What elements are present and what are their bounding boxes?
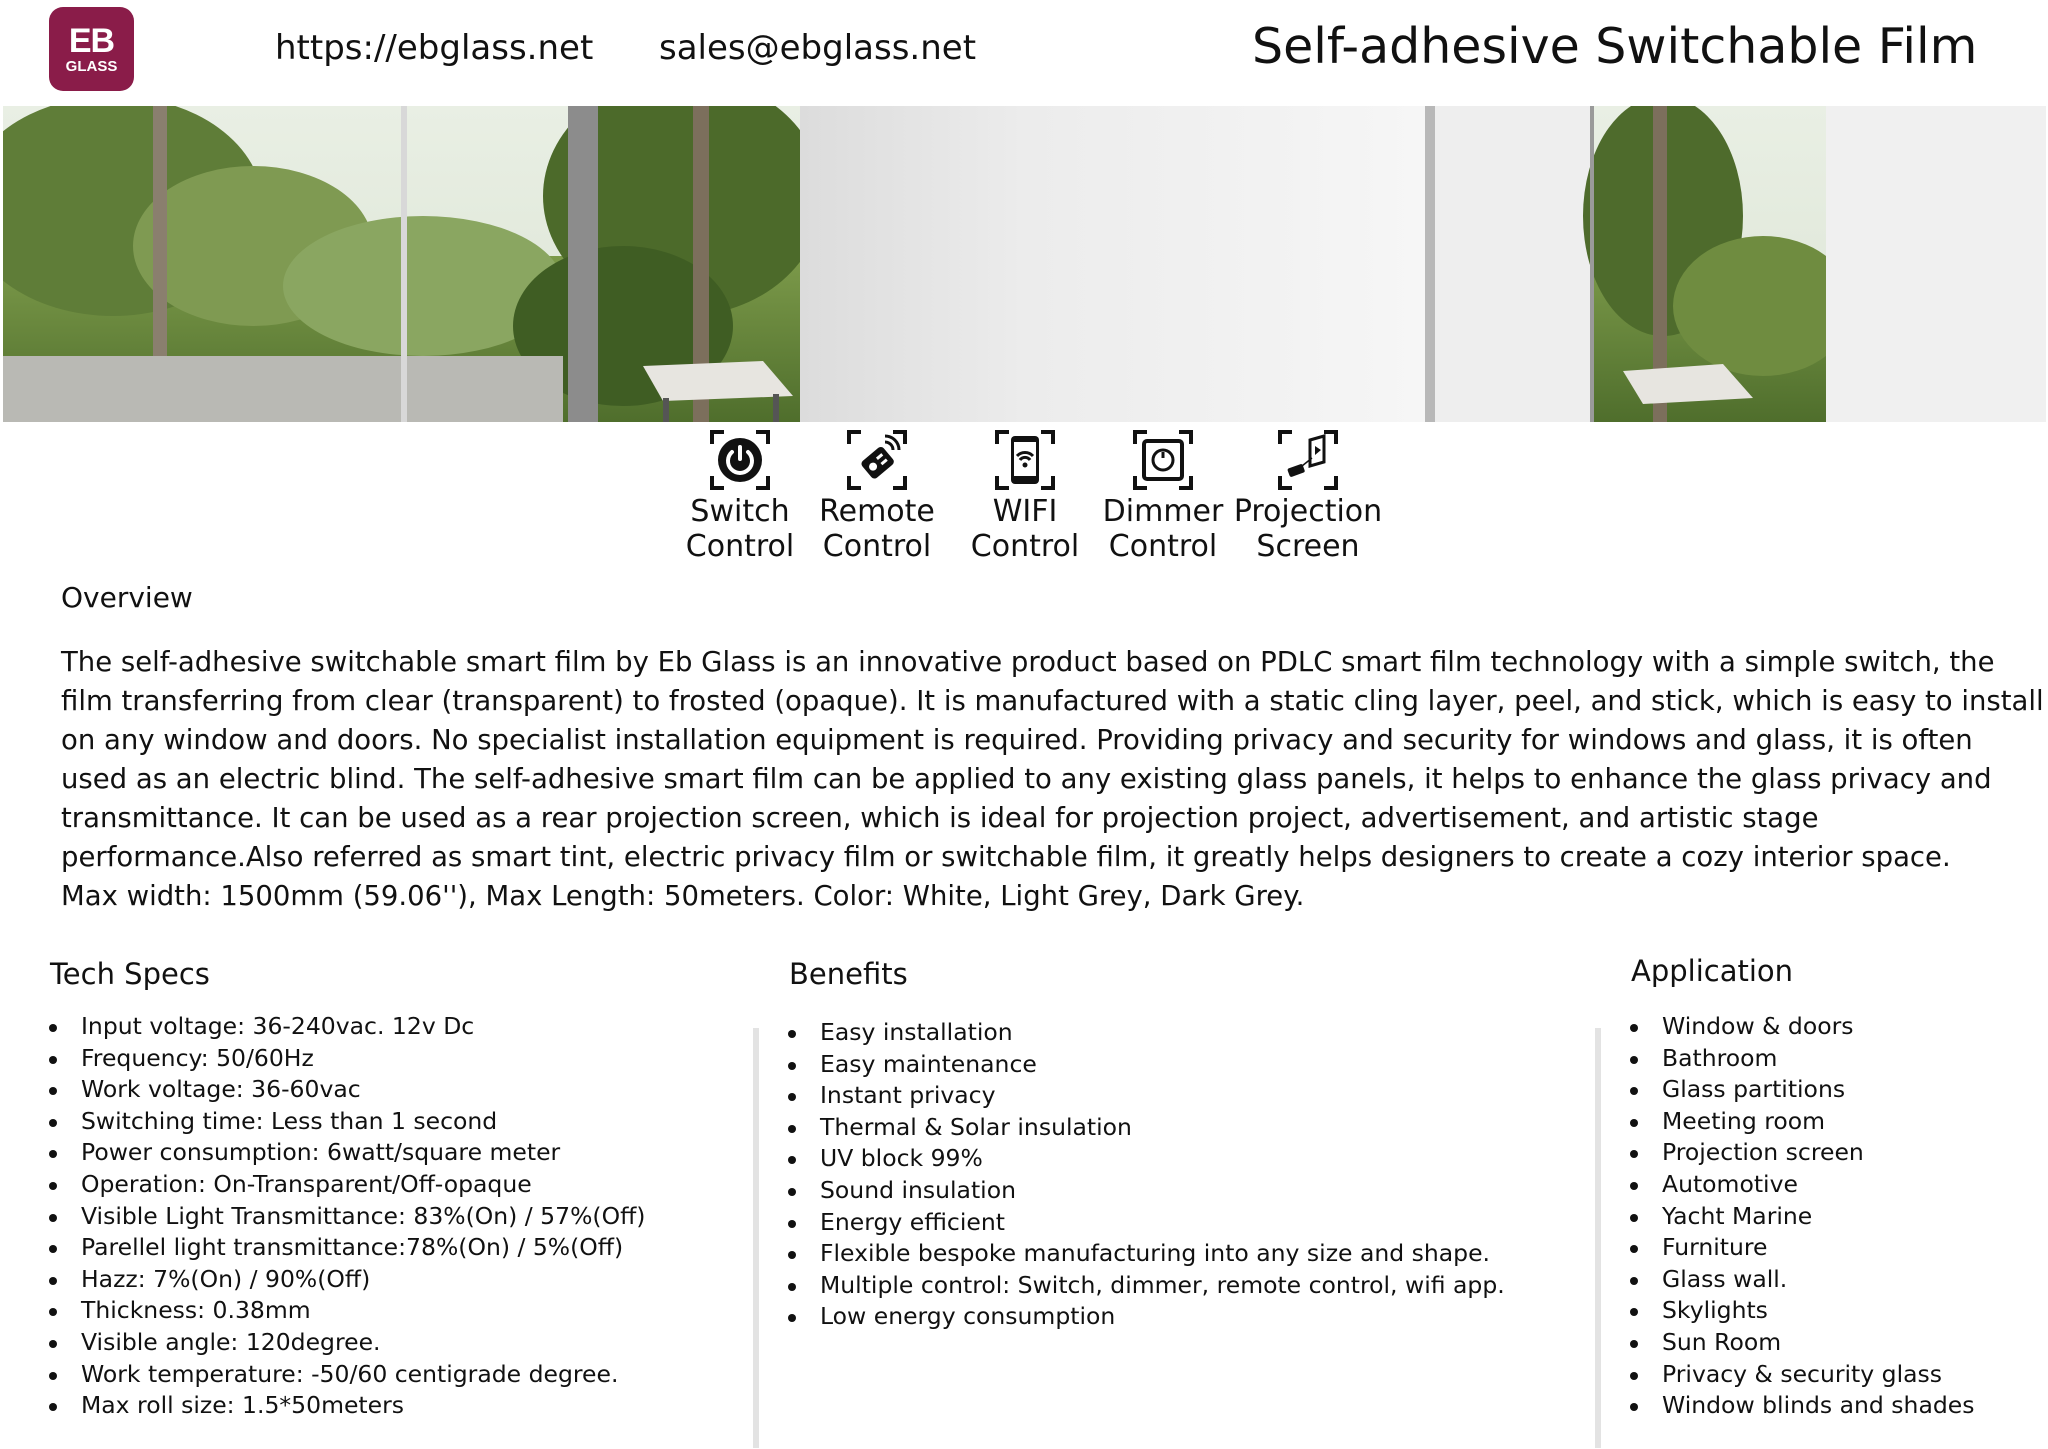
list-item: Energy efficient [788,1207,1505,1239]
list-item: Thermal & Solar insulation [788,1112,1505,1144]
overview-text: The self-adhesive switchable smart film by Eb Glass is an innovative product based on PDLC smart film technology with a simple switch, the film transferring from clear (transparent) to frosted (opaque). It is manufactured with a static cling layer, peel, and stick, which is easy to install on any window and doors. No specialist installation equipment is required. Providing privacy and security for windows and glass, it is often used as an electric blind. The self-adhesive smart film can be applied to any existing glass panels, it helps to enhance the glass privacy and transmittance. It can be used as a rear projection screen, which is ideal for projection project, advertisement, and artistic stage performance.Also referred as smart tint, electric privacy film or switchable film, it greatly helps designers to create a cozy interior space. Max width: 1500mm (59.06''), Max Length: 50meters. Color: White, Light Grey, Dark Grey. [61,646,2044,912]
list-item: Privacy & security glass [1630,1359,1974,1391]
hero-banner-image [3,106,2046,422]
switch-control-item [660,428,820,564]
projector-icon [1276,428,1340,492]
projection-screen-label-2: Screen [1256,529,1360,564]
list-item: Automotive [1630,1169,1974,1201]
list-item: Sound insulation [788,1175,1505,1207]
list-item: Work voltage: 36-60vac [49,1074,645,1106]
website-link[interactable]: https://ebglass.net [275,28,594,68]
list-item: Work temperature: -50/60 centigrade degree. [49,1359,645,1391]
dimmer-control-label-2: Control [1108,529,1218,564]
tech-specs-list [49,1011,645,1422]
list-item: Visible Light Transmittance: 83%(On) / 57%(Off) [49,1201,645,1233]
list-item: Flexible bespoke manufacturing into any size and shape. [788,1238,1505,1270]
column-divider [1595,1028,1601,1448]
remote-control-label-1: Remote [819,494,935,529]
list-item: Easy maintenance [788,1049,1505,1081]
remote-icon [845,428,909,492]
list-item: Frequency: 50/60Hz [49,1043,645,1075]
dimmer-control-item [1083,428,1243,564]
tech-specs-heading: Tech Specs [50,957,210,991]
remote-control-label-2: Control [822,529,932,564]
list-item: Thickness: 0.38mm [49,1295,645,1327]
list-item: Sun Room [1630,1327,1974,1359]
list-item: Meeting room [1630,1106,1974,1138]
list-item: Glass wall. [1630,1264,1974,1296]
remote-control-item [797,428,957,564]
list-item: Glass partitions [1630,1074,1974,1106]
overview-heading: Overview [61,581,193,614]
benefits-list [788,1017,1505,1333]
wifi-control-label-2: Control [970,529,1080,564]
list-item: Furniture [1630,1232,1974,1264]
projection-screen-item [1228,428,1388,564]
control-options [0,428,2048,568]
email-link[interactable]: sales@ebglass.net [659,28,977,68]
wifi-control-item [945,428,1105,564]
switch-control-label-1: Switch [690,494,790,529]
list-item: Yacht Marine [1630,1201,1974,1233]
list-item: Window blinds and shades [1630,1390,1974,1422]
list-item: Instant privacy [788,1080,1505,1112]
application-heading: Application [1631,954,1794,988]
benefits-heading: Benefits [789,957,908,991]
wifi-phone-icon [993,428,1057,492]
list-item: Easy installation [788,1017,1505,1049]
list-item: Multiple control: Switch, dimmer, remote control, wifi app. [788,1270,1505,1302]
list-item: Visible angle: 120degree. [49,1327,645,1359]
application-list [1630,1011,1974,1422]
list-item: Projection screen [1630,1137,1974,1169]
power-icon [708,428,772,492]
list-item: Hazz: 7%(On) / 90%(Off) [49,1264,645,1296]
list-item: Window & doors [1630,1011,1974,1043]
list-item: Input voltage: 36-240vac. 12v Dc [49,1011,645,1043]
dimmer-control-label-1: Dimmer [1102,494,1224,529]
list-item: Bathroom [1630,1043,1974,1075]
list-item: Switching time: Less than 1 second [49,1106,645,1138]
list-item: Low energy consumption [788,1301,1505,1333]
page-title: Self-adhesive Switchable Film [1252,18,1978,75]
column-divider [753,1028,759,1448]
wifi-control-label-1: WIFI [992,494,1058,529]
logo [49,7,134,91]
dimmer-icon [1131,428,1195,492]
logo-text-bottom: GLASS [65,58,118,75]
projection-screen-label-1: Projection [1233,494,1383,529]
list-item: Power consumption: 6watt/square meter [49,1137,645,1169]
switch-control-label-2: Control [685,529,795,564]
list-item: Operation: On-Transparent/Off-opaque [49,1169,645,1201]
list-item: UV block 99% [788,1143,1505,1175]
logo-text-top: EB [68,22,115,60]
list-item: Skylights [1630,1295,1974,1327]
list-item: Max roll size: 1.5*50meters [49,1390,645,1422]
list-item: Parellel light transmittance:78%(On) / 5%(Off) [49,1232,645,1264]
